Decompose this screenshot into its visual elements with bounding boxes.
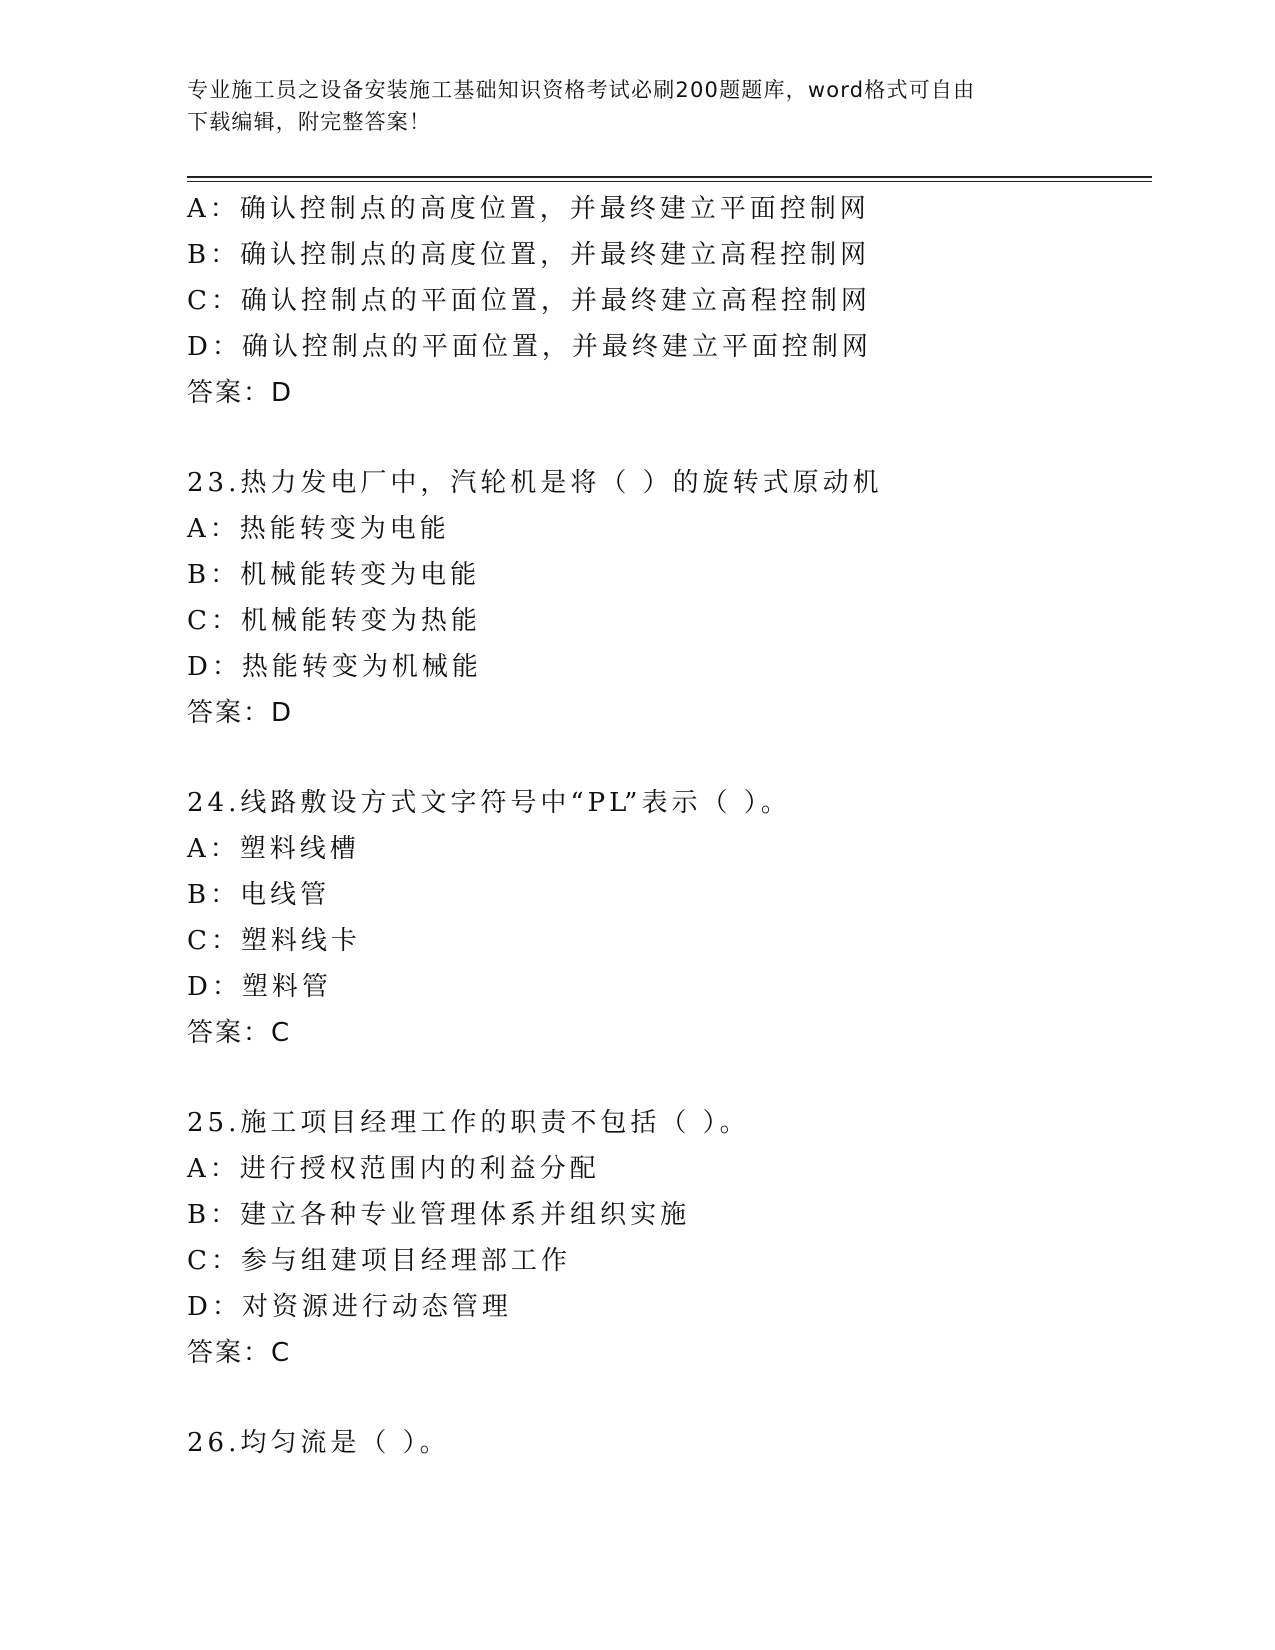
question-title: 26.均匀流是（ ）。 (187, 1428, 450, 1458)
spacer (187, 416, 1152, 460)
option-a: A：塑料线槽 (187, 834, 360, 864)
question-list (187, 186, 1152, 1466)
question-23 (187, 460, 1152, 736)
spacer (187, 1376, 1152, 1420)
header-line-2: 下载编辑，附完整答案！ (187, 110, 432, 134)
option-c: C：机械能转变为热能 (187, 606, 481, 636)
option-d: D：确认控制点的平面位置，并最终建立平面控制网 (187, 332, 872, 362)
answer-line: 答案：D (187, 378, 294, 408)
answer-line: 答案：D (187, 698, 294, 728)
header-divider (187, 176, 1152, 182)
option-c: C：塑料线卡 (187, 926, 361, 956)
question-title: 25.施工项目经理工作的职责不包括（ ）。 (187, 1108, 750, 1138)
option-d: D：热能转变为机械能 (187, 652, 482, 682)
spacer (187, 736, 1152, 780)
question-title: 24.线路敷设方式文字符号中“PL”表示（ ）。 (187, 788, 791, 818)
option-d: D：塑料管 (187, 972, 332, 1002)
option-b: B：电线管 (187, 880, 331, 910)
spacer (187, 1056, 1152, 1100)
option-a: A：热能转变为电能 (187, 514, 450, 544)
question-24 (187, 780, 1152, 1056)
answer-line: 答案：C (187, 1018, 292, 1048)
option-b: B：建立各种专业管理体系并组织实施 (187, 1200, 691, 1230)
option-d: D：对资源进行动态管理 (187, 1292, 512, 1322)
option-c: C：参与组建项目经理部工作 (187, 1246, 571, 1276)
option-c: C：确认控制点的平面位置，并最终建立高程控制网 (187, 286, 871, 316)
question-22-continued (187, 186, 1152, 416)
answer-line: 答案：C (187, 1338, 292, 1368)
question-25 (187, 1100, 1152, 1376)
page-header (187, 74, 1067, 138)
option-b: B：机械能转变为电能 (187, 560, 481, 590)
option-a: A：确认控制点的高度位置，并最终建立平面控制网 (187, 194, 870, 224)
option-a: A：进行授权范围内的利益分配 (187, 1154, 600, 1184)
header-line-1: 专业施工员之设备安装施工基础知识资格考试必刷200题题库，word格式可自由 (187, 78, 976, 102)
option-b: B：确认控制点的高度位置，并最终建立高程控制网 (187, 240, 871, 270)
question-title: 23.热力发电厂中，汽轮机是将（ ）的旋转式原动机 (187, 468, 883, 498)
question-26 (187, 1420, 1152, 1466)
